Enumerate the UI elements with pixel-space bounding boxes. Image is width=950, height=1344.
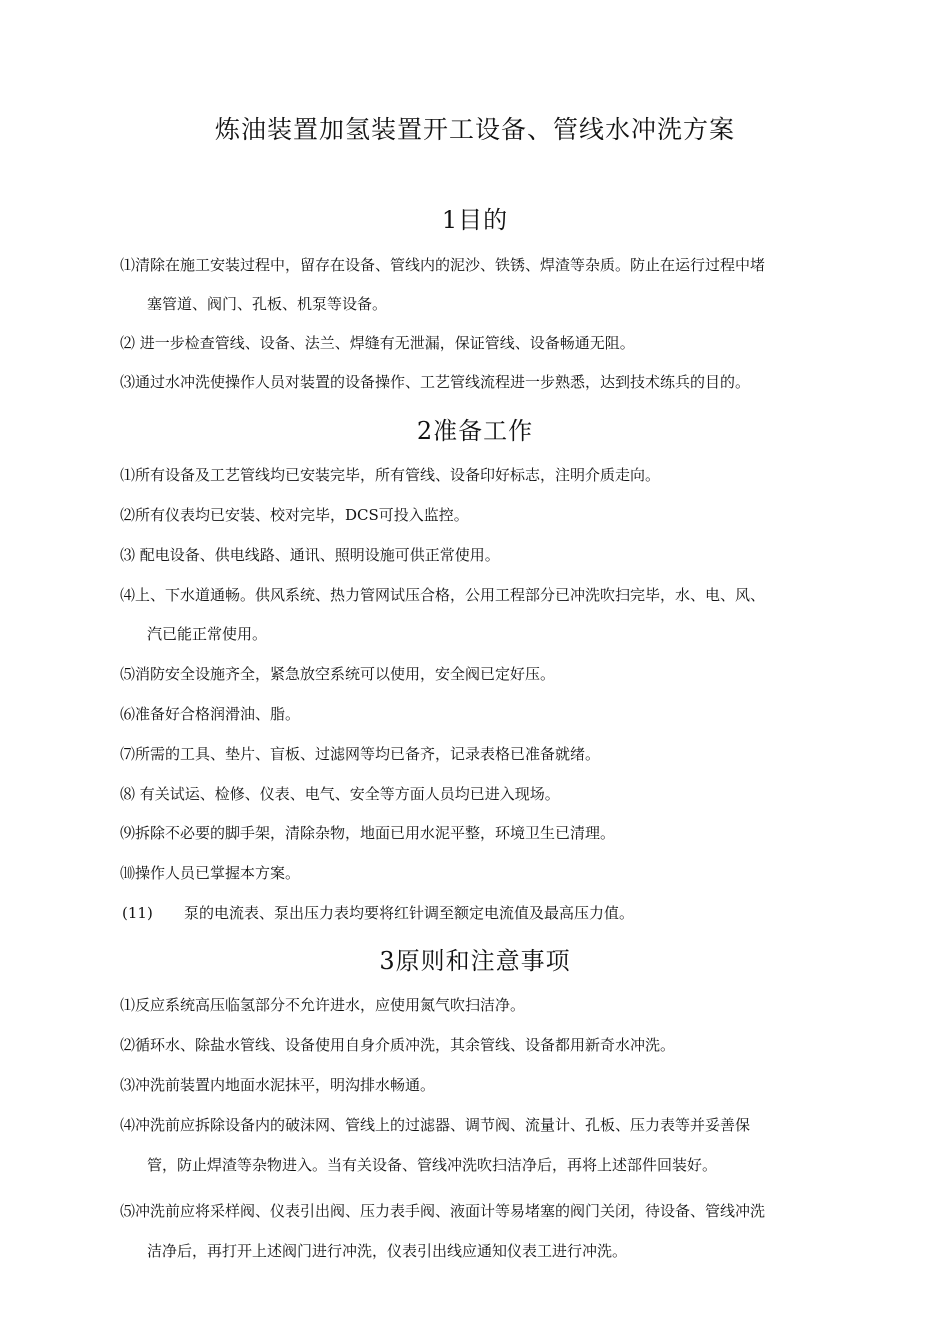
section-heading: 1目的 (441, 206, 509, 234)
list-item: ⑸消防安全设施齐全，紧急放空系统可以使用，安全阀已定好压。 (120, 665, 556, 683)
section-heading: 3原则和注意事项 (379, 947, 571, 975)
list-item: ⑴反应系统高压临氢部分不允许进水，应使用氮气吹扫洁净。 (120, 996, 526, 1014)
section-heading: 2准备工作 (416, 417, 534, 445)
document-title: 炼油装置加氢装置开工设备、管线水冲洗方案 (214, 115, 735, 144)
list-item: ⑵所有仪表均已安装、校对完毕，DCS可投入监控。 (120, 506, 469, 524)
list-item: ⑷冲洗前应拆除设备内的破沫网、管线上的过滤器、调节阀、流量计、孔板、压力表等并妥善保 (120, 1116, 751, 1134)
list-item: ⑵ 进一步检查管线、设备、法兰、焊缝有无泄漏，保证管线、设备畅通无阻。 (120, 334, 635, 352)
list-item (122, 893, 635, 933)
list-item-number: (11) (122, 904, 153, 922)
list-item: ⑹准备好合格润滑油、脂。 (120, 705, 301, 723)
list-item: ⑺所需的工具、垫片、盲板、过滤网等均已备齐，记录表格已准备就绪。 (120, 745, 601, 763)
list-item-continuation: 汽已能正常使用。 (147, 625, 268, 643)
list-item: ⑼拆除不必要的脚手架，清除杂物，地面已用水泥平整，环境卫生已清理。 (120, 824, 616, 842)
list-item: ⑷上、下水道通畅。供风系统、热力管网试压合格，公用工程部分已冲洗吹扫完毕，水、电、风、 (120, 586, 766, 604)
list-item: ⑶冲洗前装置内地面水泥抹平，明沟排水畅通。 (120, 1076, 436, 1094)
list-item-continuation: 洁净后，再打开上述阀门进行冲洗，仪表引出线应通知仪表工进行冲洗。 (147, 1242, 628, 1260)
list-item: ⑵循环水、除盐水管线、设备使用自身介质冲洗，其余管线、设备都用新奇水冲洗。 (120, 1036, 676, 1054)
list-item-text: 泵的电流表、泵出压力表均要将红针调至额定电流值及最高压力值。 (184, 904, 635, 922)
list-item: ⑸冲洗前应将采样阀、仪表引出阀、压力表手阀、液面计等易堵塞的阀门关闭，待设备、管线冲洗 (120, 1202, 766, 1220)
list-item: ⑻ 有关试运、检修、仪表、电气、安全等方面人员均已进入现场。 (120, 785, 560, 803)
list-item: ⑶ 配电设备、供电线路、通讯、照明设施可供正常使用。 (120, 546, 500, 564)
list-item-continuation: 管，防止焊渣等杂物进入。当有关设备、管线冲洗吹扫洁净后，再将上述部件回装好。 (147, 1156, 718, 1174)
list-item: ⑴清除在施工安装过程中，留存在设备、管线内的泥沙、铁锈、焊渣等杂质。防止在运行过程中堵 (120, 256, 766, 274)
list-item: ⑽操作人员已掌握本方案。 (120, 864, 301, 882)
list-item: ⑶通过水冲洗使操作人员对装置的设备操作、工艺管线流程进一步熟悉，达到技术练兵的目的。 (120, 373, 751, 391)
list-item: ⑴所有设备及工艺管线均已安装完毕，所有管线、设备印好标志，注明介质走向。 (120, 466, 661, 484)
list-item-continuation: 塞管道、阀门、孔板、机泵等设备。 (147, 295, 388, 313)
